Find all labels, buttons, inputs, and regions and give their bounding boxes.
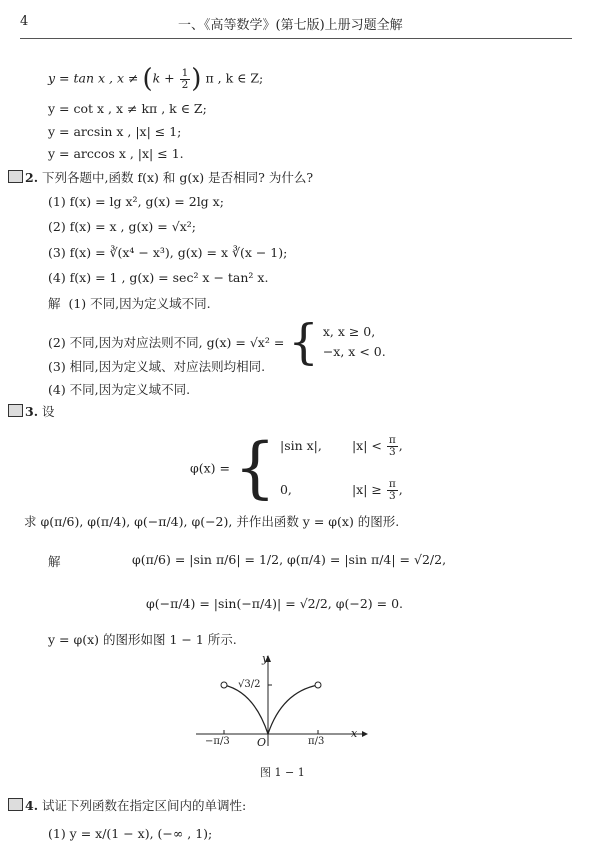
solution-line-2: φ(−π/4) = |sin(−π/4)| = √2/2, φ(−2) = 0. xyxy=(146,596,404,611)
figure-caption: 图 1 − 1 xyxy=(260,766,305,779)
solution-line-1: φ(π/6) = |sin π/6| = 1/2, φ(π/4) = |sin π/4| = √2/2, xyxy=(132,552,447,567)
line-arcsin: y = arcsin x , |x| ≤ 1; xyxy=(48,124,182,139)
line-arccos: y = arccos x , |x| ≤ 1. xyxy=(48,146,184,161)
problem-3-heading: 3. 设 xyxy=(8,402,55,420)
graph-note: y = φ(x) 的图形如图 1 − 1 所示. xyxy=(48,632,237,647)
problem-2-answer-4: (4) 不同,因为定义域不同. xyxy=(48,382,191,397)
x-axis-arrow-icon xyxy=(362,731,368,737)
curve-right xyxy=(268,685,318,734)
x-axis-label: x xyxy=(351,727,358,740)
problem-2-answer-2: (2) 不同,因为对应法则不同, g(x) = √x² = { x, x ≥ 0, −x, x < 0. xyxy=(48,314,386,370)
problem-marker-icon xyxy=(8,798,23,811)
solution-label: 解 xyxy=(48,554,61,569)
problem-2-heading: 2. 下列各题中,函数 f(x) 和 g(x) 是否相同? 为什么? xyxy=(8,168,313,186)
origin-label: O xyxy=(257,736,267,749)
problem-2-item-2: (2) f(x) = x , g(x) = √x²; xyxy=(48,219,196,234)
problem-marker-icon xyxy=(8,170,23,183)
page-number: 4 xyxy=(20,14,29,29)
curve-left xyxy=(224,685,268,734)
y-axis-label: y xyxy=(262,652,269,665)
page-title: 一、《高等数学》(第七版)上册习题全解 xyxy=(178,18,403,33)
problem-2-answer-3: (3) 相同,因为定义域、对应法则均相同. xyxy=(48,359,266,374)
header-rule xyxy=(20,38,572,39)
problem-3-ask: 求 φ(π/6), φ(π/4), φ(−π/4), φ(−2), 并作出函数 y = φ(x) 的图形. xyxy=(24,514,400,529)
open-point-right xyxy=(315,682,321,688)
problem-2-item-4: (4) f(x) = 1 , g(x) = sec² x − tan² x. xyxy=(48,270,269,285)
tick-label-y: √3/2 xyxy=(238,679,261,690)
problem-marker-icon xyxy=(8,404,23,417)
problem-4-item-1: (1) y = x/(1 − x), (−∞ , 1); xyxy=(48,826,213,841)
line-tan: y = tan x , x ≠ (k + $\frac{1}{2}$ ) π , k ∈ Z; xyxy=(48,64,264,94)
problem-2-item-3: (3) f(x) = ∛(x⁴ − x³), g(x) = x ∛(x − 1); xyxy=(48,245,288,260)
fraction-one-half: $\frac{1}{2}$ xyxy=(181,66,189,91)
tick-label-neg: −π/3 xyxy=(205,736,230,747)
phi-definition: φ(x) = { |sin x|, |x| < $\frac{\pi}{3}$ , 0, |x| ≥ $\frac{\pi}{3}$ , xyxy=(190,429,403,506)
tick-label-pos: π/3 xyxy=(308,736,325,747)
open-point-left xyxy=(221,682,227,688)
line-cot: y = cot x , x ≠ kπ , k ∈ Z; xyxy=(48,101,207,116)
problem-2-answer-1: 解 (1) 不同,因为定义域不同. xyxy=(48,296,211,311)
problem-2-item-1: (1) f(x) = lg x², g(x) = 2lg x; xyxy=(48,194,224,209)
problem-4-heading: 4. 试证下列函数在指定区间内的单调性: xyxy=(8,796,246,814)
